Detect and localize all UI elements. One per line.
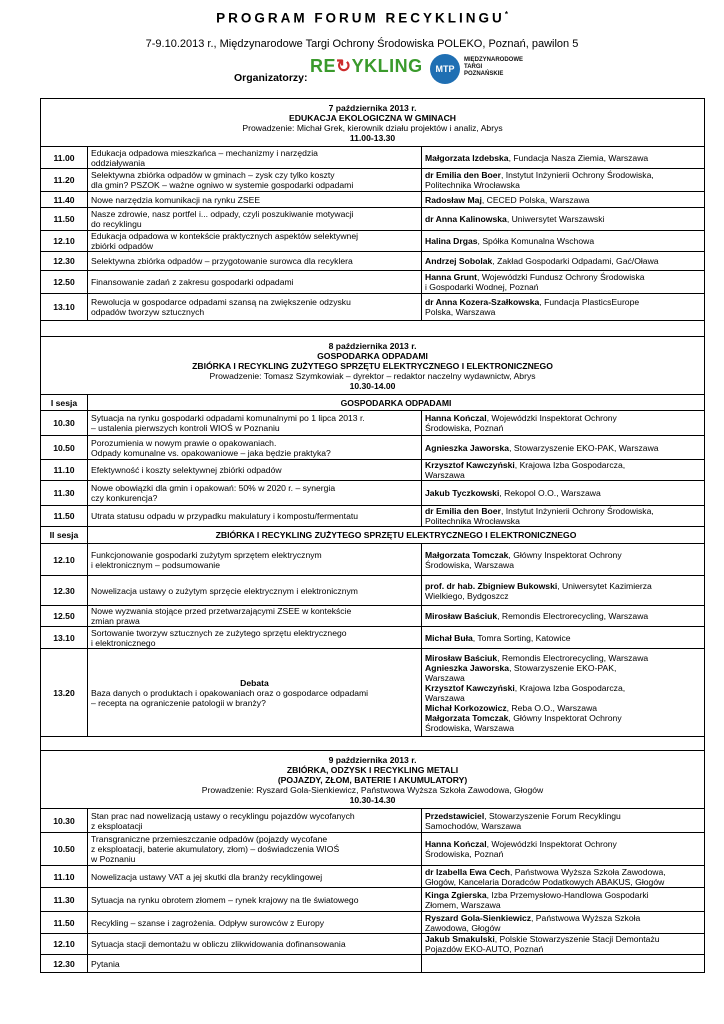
speaker-affiliation: Zawodowa, Głogów <box>425 922 501 933</box>
topic-cell <box>88 912 422 934</box>
topic-cell <box>88 934 422 955</box>
topic-line: Utrata statusu odpadu w przypadku makulatury i kompostu/fermentatu <box>91 511 359 521</box>
schedule-row <box>41 481 705 506</box>
speaker-affiliation: Polska, Warszawa <box>425 307 496 317</box>
speaker-cell <box>422 627 705 649</box>
topic-line: Selektywna zbiórka odpadów w gminach – zysk czy tylko koszty <box>91 170 335 180</box>
speaker-cell <box>422 809 705 833</box>
speaker-name: Radosław Maj <box>425 194 482 205</box>
topic-cell <box>88 147 422 169</box>
time-cell: 13.20 <box>41 649 88 737</box>
time-cell: 12.30 <box>41 576 88 606</box>
schedule-row <box>41 252 705 271</box>
schedule-row <box>41 192 705 208</box>
speaker-name: Halina Drgas <box>425 236 478 246</box>
topic-line: oddziaływania <box>91 157 145 168</box>
topic-line: – ustalenia pierwszych kontroli WIOŚ w Poznaniu <box>91 423 280 433</box>
topic-line: Selektywna zbiórka odpadów – przygotowanie surowca dla recyklera <box>91 256 353 266</box>
speaker-affiliation: , Instytut Inżynierii Ochrony Środowiska, <box>500 170 654 180</box>
speaker-affiliation: Warszawa <box>425 672 465 683</box>
speaker-affiliation: , Izba Przemysłowo-Handlowa Gospodarki <box>486 889 649 900</box>
speaker-affiliation: Środowiska, Warszawa <box>425 722 514 733</box>
topic-line: Odpady komunalne vs. opakowaniowe – jaka będzie praktyka? <box>91 447 331 458</box>
speaker-affiliation: Politechnika Wrocławska <box>425 516 520 526</box>
topic-cell <box>88 271 422 294</box>
speaker-name: dr Izabella Ewa Cech <box>425 866 511 877</box>
page-subtitle: 7-9.10.2013 r., Międzynarodowe Targi Ochrony Środowiska POLEKO, Poznań, pawilon 5 <box>145 38 579 50</box>
topic-line: zbiórki odpadów <box>91 241 154 251</box>
speaker-name: Krzysztof Kawczyński <box>425 682 515 693</box>
day-subtitle: (POJAZDY, ZŁOM, BATERIE I AKUMULATORY) <box>277 774 468 785</box>
session-label: II sesja <box>41 527 88 544</box>
speaker-name: Hanna Kończal <box>425 839 487 849</box>
speaker-line <box>425 581 701 591</box>
topic-line: Edukacja odpadowa w kontekście praktycznych aspektów selektywnej <box>91 231 359 241</box>
spacer-row <box>41 321 705 337</box>
speaker-line <box>425 488 701 498</box>
day-hours: 10.30-14.30 <box>349 794 396 805</box>
schedule-row <box>41 912 705 934</box>
speaker-line <box>425 470 701 480</box>
speaker-line <box>425 443 701 453</box>
day-title: GOSPODARKA ODPADAMI <box>317 350 428 361</box>
speaker-line <box>425 256 701 266</box>
topic-line: Stan prac nad nowelizacją ustawy o recyklingu pojazdów wycofanych <box>91 810 355 821</box>
topic-line: Sytuacja na rynku gospodarki odpadami komunalnymi po 1 lipca 2013 r. <box>91 413 365 423</box>
day-date: 8 października 2013 r. <box>328 340 417 351</box>
speaker-line <box>425 591 701 601</box>
day-subtitle: ZBIÓRKA I RECYKLING ZUŻYTEGO SPRZĘTU ELEKTRYCZNEGO I ELEKTRONICZNEGO <box>192 360 553 371</box>
speaker-affiliation: , Fundacja Nasza Ziemia, Warszawa <box>508 152 649 163</box>
speaker-name: Michał Korkozowicz <box>425 702 507 713</box>
topic-line: Nasze zdrowie, nasz portfel i... odpady, czyli poszukiwanie motywacji <box>91 209 354 219</box>
time-cell: 11.50 <box>41 506 88 527</box>
day-header <box>41 337 705 395</box>
time-cell: 11.40 <box>41 192 88 208</box>
topic-line: Sytuacja na rynku obrotem złomem – rynek krajowy na tle światowego <box>91 894 359 905</box>
speaker-affiliation: , Stowarzyszenie EKO-PAK, <box>509 662 617 673</box>
speaker-name: Agnieszka Jaworska <box>425 442 510 453</box>
speaker-affiliation: Warszawa <box>425 692 465 703</box>
speaker-affiliation: , CECED Polska, Warszawa <box>481 194 590 205</box>
speaker-line <box>425 913 701 923</box>
time-cell: 10.30 <box>41 411 88 436</box>
schedule-row <box>41 411 705 436</box>
topic-cell <box>88 506 422 527</box>
schedule-row <box>41 809 705 833</box>
speaker-name: Andrzej Sobolak <box>425 256 493 266</box>
topic-cell <box>88 208 422 231</box>
session-label: I sesja <box>41 395 88 411</box>
mtp-logo-text: MIĘDZYNARODOWE TARGI POZNAŃSKIE <box>464 57 523 77</box>
time-cell: 12.10 <box>41 231 88 252</box>
speaker-cell <box>422 912 705 934</box>
speaker-cell <box>422 192 705 208</box>
schedule-row <box>41 436 705 460</box>
speaker-affiliation: Pojazdów EKO-AUTO, Poznań <box>425 944 544 954</box>
time-cell: 11.10 <box>41 460 88 481</box>
topic-line: w Poznaniu <box>91 854 136 864</box>
topic-cell <box>88 809 422 833</box>
page-title: PROGRAM FORUM RECYKLINGU* <box>216 10 508 26</box>
speaker-line <box>425 611 701 621</box>
time-cell: 12.10 <box>41 934 88 955</box>
time-cell: 12.10 <box>41 544 88 576</box>
session-row <box>41 395 705 411</box>
speaker-line <box>425 693 701 703</box>
speaker-line <box>425 839 701 849</box>
schedule-row <box>41 649 705 737</box>
speaker-line <box>425 236 701 246</box>
speaker-affiliation: i Gospodarki Wodnej, Poznań <box>425 282 539 292</box>
speaker-line <box>425 877 701 887</box>
time-cell: 11.50 <box>41 208 88 231</box>
organizers-label: Organizatorzy: <box>234 72 308 84</box>
topic-line: odpadów tworzyw sztucznych <box>91 307 205 317</box>
topic-line: do recyklingu <box>91 219 142 229</box>
speaker-affiliation: , Stowarzyszenie EKO-PAK, Warszawa <box>509 442 659 453</box>
schedule-row <box>41 506 705 527</box>
speaker-line <box>425 307 701 317</box>
session-title: ZBIÓRKA I RECYKLING ZUŻYTEGO SPRZĘTU ELEKTRYCZNEGO I ELEKTRONICZNEGO <box>88 527 705 544</box>
schedule-row <box>41 833 705 866</box>
topic-line: Nowelizacja ustawy VAT a jej skutki dla branży recyklingowej <box>91 871 323 882</box>
speaker-affiliation: , Główny Inspektorat Ochrony <box>508 549 622 560</box>
speaker-line <box>425 890 701 900</box>
topic-line: i elektronicznego <box>91 637 156 648</box>
topic-line: Finansowanie zadań z zakresu gospodarki odpadami <box>91 277 294 287</box>
speaker-line <box>425 811 701 821</box>
speaker-cell <box>422 231 705 252</box>
debate-label: Debata <box>240 677 269 688</box>
schedule-row <box>41 934 705 955</box>
speaker-line <box>425 413 701 423</box>
time-cell: 13.10 <box>41 294 88 321</box>
time-cell: 12.30 <box>41 955 88 973</box>
speaker-affiliation: Wielkiego, Bydgoszcz <box>425 590 509 601</box>
topic-cell <box>88 576 422 606</box>
topic-line: Porozumienia w nowym prawie o opakowaniach. <box>91 437 277 448</box>
speaker-name: Jakub Smakulski <box>425 934 495 944</box>
speaker-line <box>425 633 701 643</box>
time-cell: 10.30 <box>41 809 88 833</box>
speaker-line <box>425 713 701 723</box>
speaker-affiliation: Samochodów, Warszawa <box>425 820 522 831</box>
schedule-row <box>41 888 705 912</box>
speaker-cell <box>422 833 705 866</box>
speaker-cell <box>422 506 705 527</box>
speaker-name: Małgorzata Tomczak <box>425 712 509 723</box>
speaker-name: dr Emilia den Boer <box>425 506 501 516</box>
speaker-name: Ryszard Gola-Sienkiewicz <box>425 912 532 923</box>
speaker-cell <box>422 460 705 481</box>
speaker-name: dr Anna Kalinowska <box>425 214 507 224</box>
topic-cell <box>88 888 422 912</box>
speaker-cell <box>422 576 705 606</box>
speaker-cell <box>422 544 705 576</box>
speaker-line <box>425 180 701 190</box>
speaker-cell <box>422 411 705 436</box>
schedule-table <box>40 98 705 973</box>
topic-cell <box>88 833 422 866</box>
speaker-line <box>425 663 701 673</box>
day-date: 9 października 2013 r. <box>328 754 417 765</box>
schedule-row <box>41 606 705 627</box>
topic-line: zmian prawa <box>91 616 140 626</box>
speaker-affiliation: , Polskie Stowarzyszenie Stacji Demontażu <box>494 934 660 944</box>
topic-line: Pytania <box>91 958 120 969</box>
speaker-affiliation: , Instytut Inżynierii Ochrony Środowiska, <box>500 506 654 516</box>
speaker-line <box>425 423 701 433</box>
speaker-name: Agnieszka Jaworska <box>425 662 510 673</box>
spacer-row <box>41 737 705 751</box>
topic-cell <box>88 252 422 271</box>
speaker-affiliation: Złomem, Warszawa <box>425 899 501 910</box>
speaker-name: Mirosław Baściuk <box>425 652 498 663</box>
speaker-affiliation: Głogów, Kancelaria Doradców Podatkowych ABAKUS, Głogów <box>425 876 665 887</box>
time-cell: 10.50 <box>41 436 88 460</box>
speaker-line <box>425 673 701 683</box>
speaker-affiliation: Warszawa <box>425 470 465 480</box>
speaker-name: dr Emilia den Boer <box>425 170 501 180</box>
topic-line: Baza danych o produktach i opakowaniach oraz o gospodarce odpadami <box>91 687 369 698</box>
time-cell: 11.10 <box>41 866 88 888</box>
topic-line: Efektywność i koszty selektywnej zbiórki odpadów <box>91 465 282 475</box>
topic-cell <box>88 649 422 737</box>
topic-line: Funkcjonowanie gospodarki zużytym sprzętem elektrycznym <box>91 549 322 560</box>
schedule-row <box>41 147 705 169</box>
day-header-row <box>41 751 705 809</box>
speaker-name: Przedstawiciel <box>425 810 485 821</box>
speaker-line <box>425 272 701 282</box>
speaker-name: Mirosław Baściuk <box>425 611 498 621</box>
time-cell: 13.10 <box>41 627 88 649</box>
time-cell: 11.30 <box>41 888 88 912</box>
topic-cell <box>88 436 422 460</box>
speaker-line <box>425 821 701 831</box>
speaker-line <box>425 900 701 910</box>
recykling-logo: RE↻YKLING <box>310 56 423 76</box>
time-cell: 11.20 <box>41 169 88 192</box>
topic-line: Recykling – szanse i zagrożenia. Odpływ surowców z Europy <box>91 917 325 928</box>
speaker-affiliation: , Wojewódzki Fundusz Ochrony Środowiska <box>477 272 645 282</box>
schedule-row <box>41 294 705 321</box>
speaker-affiliation: , Państwowa Wyższa Szkoła <box>531 912 641 923</box>
speaker-line <box>425 460 701 470</box>
topic-cell <box>88 544 422 576</box>
speaker-name: Kinga Zgierska <box>425 889 487 900</box>
topic-cell <box>88 955 422 973</box>
speaker-affiliation: Środowiska, Warszawa <box>425 559 514 570</box>
time-cell: 12.50 <box>41 271 88 294</box>
speaker-cell <box>422 866 705 888</box>
topic-cell <box>88 460 422 481</box>
speaker-affiliation: , Uniwersytet Kazimierza <box>557 580 652 591</box>
topic-line: Sortowanie tworzyw sztucznych ze zużytego sprzętu elektrycznego <box>91 627 347 638</box>
schedule-row <box>41 169 705 192</box>
speaker-line <box>425 703 701 713</box>
topic-cell <box>88 481 422 506</box>
speaker-cell <box>422 436 705 460</box>
topic-line: Nowelizacja ustawy o zużytym sprzęcie elektrycznym i elektronicznym <box>91 585 358 596</box>
mtp-logo-icon: MTP <box>430 54 460 84</box>
schedule-row <box>41 955 705 973</box>
speaker-line <box>425 516 701 526</box>
speaker-affiliation: , Remondis Electrorecycling, Warszawa <box>497 611 649 621</box>
speaker-affiliation: , Krajowa Izba Gospodarcza, <box>514 460 626 470</box>
speaker-line <box>425 170 701 180</box>
topic-line: czy konkurencja? <box>91 493 158 503</box>
topic-line: Nowe obowiązki dla gmin i opakowań: 50% w 2020 r. – synergia <box>91 483 336 493</box>
topic-cell <box>88 606 422 627</box>
session-title: GOSPODARKA ODPADAMI <box>88 395 705 411</box>
speaker-name: Małgorzata Tomczak <box>425 549 509 560</box>
topic-line: – recepta na ograniczenie patologii w branży? <box>91 697 266 708</box>
speaker-line <box>425 282 701 292</box>
spacer-cell <box>41 321 705 337</box>
speaker-line <box>425 653 701 663</box>
speaker-line <box>425 944 701 954</box>
day-title: EDUKACJA EKOLOGICZNA W GMINACH <box>289 112 456 123</box>
day-header <box>41 99 705 147</box>
speaker-affiliation: Środowiska, Poznań <box>425 849 504 859</box>
speaker-cell <box>422 888 705 912</box>
speaker-cell <box>422 481 705 506</box>
speaker-affiliation: , Reba O.O., Warszawa <box>506 702 598 713</box>
day-hours: 10.30-14.00 <box>349 380 396 391</box>
day-header-row <box>41 337 705 395</box>
schedule-row <box>41 627 705 649</box>
topic-line: z eksploatacji <box>91 820 143 831</box>
schedule-row <box>41 231 705 252</box>
speaker-cell <box>422 649 705 737</box>
schedule-row <box>41 576 705 606</box>
day-header-row <box>41 99 705 147</box>
speaker-cell <box>422 208 705 231</box>
time-cell: 11.00 <box>41 147 88 169</box>
speaker-affiliation: , Spółka Komunalna Wschowa <box>477 236 595 246</box>
speaker-affiliation: , Wojewódzki Inspektorat Ochrony <box>486 413 617 423</box>
speaker-cell <box>422 606 705 627</box>
schedule-row <box>41 866 705 888</box>
speaker-affiliation: , Zakład Gospodarki Odpadami, Gać/Oława <box>492 256 659 266</box>
speaker-affiliation: , Główny Inspektorat Ochrony <box>508 712 622 723</box>
speaker-cell <box>422 169 705 192</box>
speaker-affiliation: Środowiska, Poznań <box>425 423 504 433</box>
day-hours: 11.00-13.30 <box>349 132 396 143</box>
speaker-name: dr Anna Kozera-Szałkowska <box>425 297 540 307</box>
topic-line: z eksploatacji, baterie akumulatory, złom) – doświadczenia WIOŚ <box>91 844 340 854</box>
schedule-row <box>41 460 705 481</box>
schedule-row <box>41 271 705 294</box>
time-cell: 12.50 <box>41 606 88 627</box>
speaker-affiliation: , Państwowa Wyższa Szkoła Zawodowa, <box>510 866 666 877</box>
topic-line: Transgraniczne przemieszczanie odpadów (pojazdy wycofane <box>91 834 328 844</box>
speaker-line <box>425 867 701 877</box>
spacer-cell <box>41 737 705 751</box>
speaker-line <box>425 560 701 570</box>
topic-cell <box>88 169 422 192</box>
schedule-row <box>41 544 705 576</box>
speaker-name: prof. dr hab. Zbigniew Bukowski <box>425 580 558 591</box>
time-cell: 12.30 <box>41 252 88 271</box>
speaker-affiliation: , Wojewódzki Inspektorat Ochrony <box>486 839 617 849</box>
speaker-line <box>425 297 701 307</box>
topic-cell <box>88 294 422 321</box>
time-cell: 11.30 <box>41 481 88 506</box>
speaker-line <box>425 550 701 560</box>
topic-cell <box>88 627 422 649</box>
speaker-name: Krzysztof Kawczyński <box>425 460 515 470</box>
time-cell: 11.50 <box>41 912 88 934</box>
speaker-line <box>425 849 701 859</box>
speaker-affiliation: , Uniwersytet Warszawski <box>506 214 605 224</box>
speaker-line <box>425 214 701 224</box>
topic-line: Nowe wyzwania stojące przed przetwarzającymi ZSEE w kontekście <box>91 606 352 616</box>
topic-cell <box>88 411 422 436</box>
speaker-name: Małgorzata Izdebska <box>425 152 509 163</box>
speaker-line <box>425 934 701 944</box>
speaker-cell <box>422 252 705 271</box>
schedule-row <box>41 208 705 231</box>
topic-line: Nowe narzędzia komunikacji na rynku ZSEE <box>91 194 261 205</box>
speaker-cell <box>422 271 705 294</box>
speaker-line <box>425 923 701 933</box>
day-chair: Prowadzenie: Ryszard Gola-Sienkiewicz, Państwowa Wyższa Szkoła Zawodowa, Głogów <box>201 784 544 795</box>
day-title: ZBIÓRKA, ODZYSK I RECYKLING METALI <box>286 764 459 775</box>
speaker-cell <box>422 147 705 169</box>
speaker-cell <box>422 955 705 973</box>
speaker-affiliation: , Tomra Sorting, Katowice <box>472 632 571 643</box>
speaker-affiliation: , Fundacja PlasticsEurope <box>539 297 640 307</box>
topic-line: Sytuacja stacji demontażu w obliczu zlikwidowania dofinansowania <box>91 939 346 949</box>
speaker-affiliation: , Stowarzyszenie Forum Recyklingu <box>484 810 621 821</box>
speaker-affiliation: Politechnika Wrocławska <box>425 180 520 190</box>
speaker-line <box>425 723 701 733</box>
speaker-name: Hanna Grunt <box>425 272 478 282</box>
speaker-line <box>425 195 701 205</box>
topic-cell <box>88 866 422 888</box>
speaker-affiliation: , Rekopol O.O., Warszawa <box>499 488 601 498</box>
speaker-name: Hanna Kończal <box>425 413 487 423</box>
topic-line: i elektronicznym – podsumowanie <box>91 559 220 570</box>
speaker-name: Jakub Tyczkowski <box>425 488 500 498</box>
time-cell: 10.50 <box>41 833 88 866</box>
day-chair: Prowadzenie: Michał Grek, kierownik działu projektów i analiz, Abrys <box>242 122 503 133</box>
speaker-cell <box>422 934 705 955</box>
day-chair: Prowadzenie: Tomasz Szymkowiak – dyrektor – redaktor naczelny wydawnictw, Abrys <box>209 370 536 381</box>
speaker-affiliation: , Remondis Electrorecycling, Warszawa <box>497 652 649 663</box>
day-date: 7 października 2013 r. <box>328 102 417 113</box>
speaker-line <box>425 506 701 516</box>
speaker-line <box>425 153 701 163</box>
speaker-affiliation: , Krajowa Izba Gospodarcza, <box>514 682 626 693</box>
topic-line: Edukacja odpadowa mieszkańca – mechanizmy i narzędzia <box>91 147 318 158</box>
speaker-name: Michał Buła <box>425 632 473 643</box>
topic-line: Rewolucja w gospodarce odpadami szansą na zwiększenie odzysku <box>91 297 351 307</box>
session-row <box>41 527 705 544</box>
day-header <box>41 751 705 809</box>
speaker-line <box>425 683 701 693</box>
speaker-cell <box>422 294 705 321</box>
topic-cell <box>88 192 422 208</box>
organizers <box>234 54 534 88</box>
topic-cell <box>88 231 422 252</box>
topic-line: dla gmin? PSZOK – ważne ogniwo w systemie gospodarki odpadami <box>91 180 354 190</box>
